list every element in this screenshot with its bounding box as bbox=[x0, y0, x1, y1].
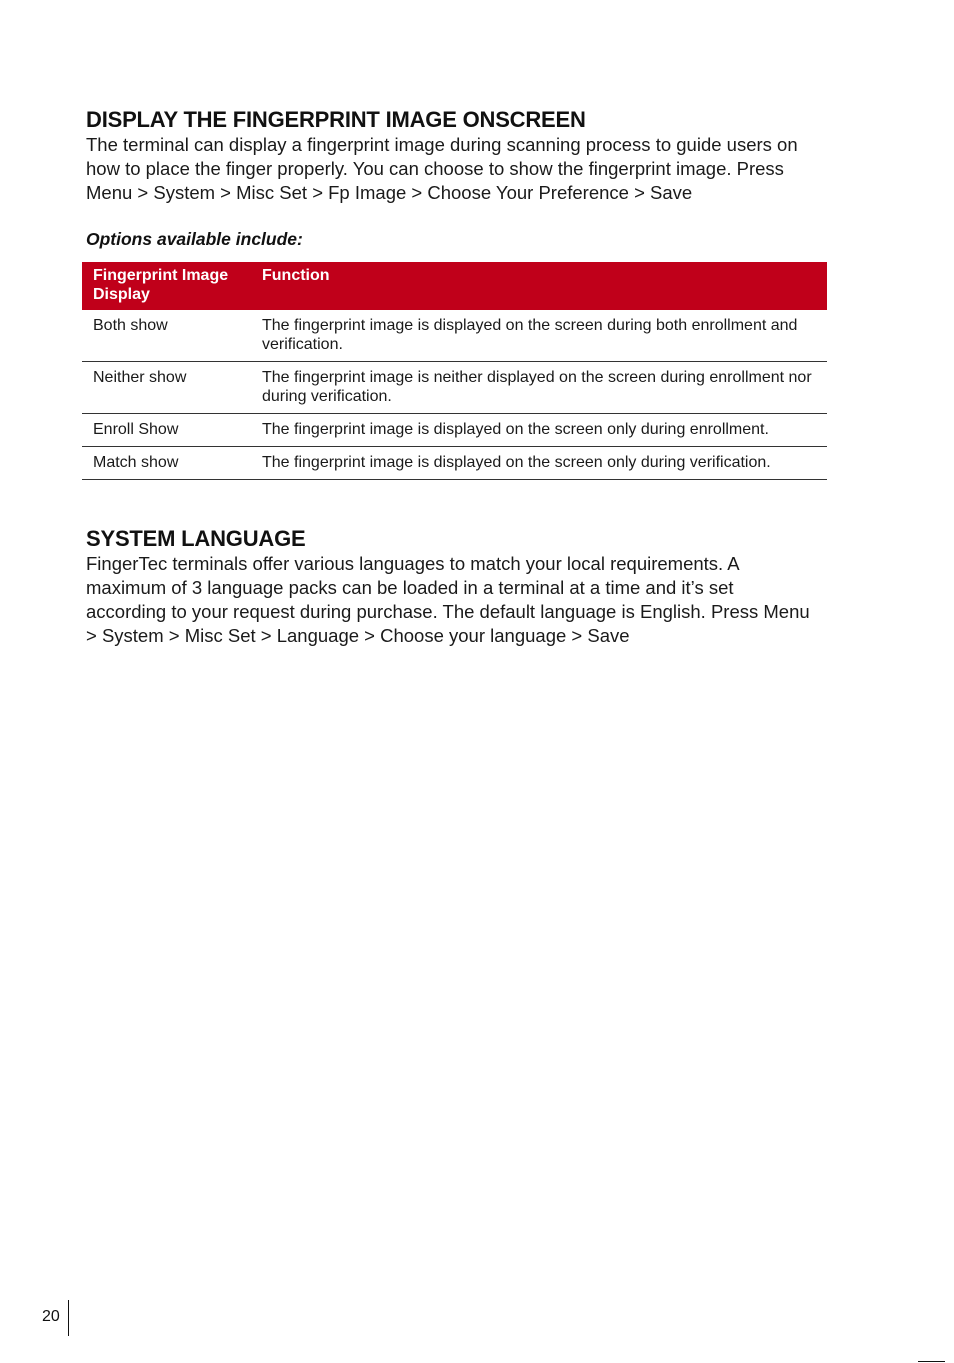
section-heading: SYSTEM LANGUAGE bbox=[86, 526, 306, 551]
table-cell-function: The fingerprint image is neither displayed on the screen during enrollment nor during verification. bbox=[251, 362, 827, 414]
section-system-language bbox=[86, 526, 818, 648]
table-header-row bbox=[82, 262, 827, 310]
section-heading: DISPLAY THE FINGERPRINT IMAGE ONSCREEN bbox=[86, 107, 586, 132]
table-cell-function: The fingerprint image is displayed on the screen during both enrollment and verification. bbox=[251, 310, 827, 362]
footer-rule bbox=[918, 1361, 945, 1362]
table-header-function: Function bbox=[251, 262, 827, 310]
section-fingerprint-image bbox=[86, 107, 818, 205]
table-row bbox=[82, 310, 827, 362]
section-body: FingerTec terminals offer various languages to match your local requirements. A maximum of 3 language packs can be loaded in a terminal at a time and it’s set according to your request during purchase. The default language is English. Press Menu > System > Misc Set > Language > Choose your language > Save bbox=[86, 553, 810, 646]
table-cell-option: Match show bbox=[82, 447, 251, 480]
table-row bbox=[82, 447, 827, 480]
options-label: Options available include: bbox=[86, 229, 303, 249]
table-cell-function: The fingerprint image is displayed on the screen only during enrollment. bbox=[251, 414, 827, 447]
table-cell-option: Both show bbox=[82, 310, 251, 362]
section-body: The terminal can display a fingerprint image during scanning process to guide users on how to place the finger properly. You can choose to show the fingerprint image. Press Menu > System > Misc Set > Fp Image > Choose Your Preference > Save bbox=[86, 134, 798, 203]
options-table bbox=[82, 262, 827, 480]
table-row bbox=[82, 362, 827, 414]
table-cell-function: The fingerprint image is displayed on the screen only during verification. bbox=[251, 447, 827, 480]
table-cell-option: Enroll Show bbox=[82, 414, 251, 447]
table-cell-option: Neither show bbox=[82, 362, 251, 414]
page-number-divider bbox=[68, 1300, 69, 1336]
table-row bbox=[82, 414, 827, 447]
page-number: 20 bbox=[42, 1308, 60, 1325]
table-header-display: Fingerprint Image Display bbox=[82, 262, 251, 310]
